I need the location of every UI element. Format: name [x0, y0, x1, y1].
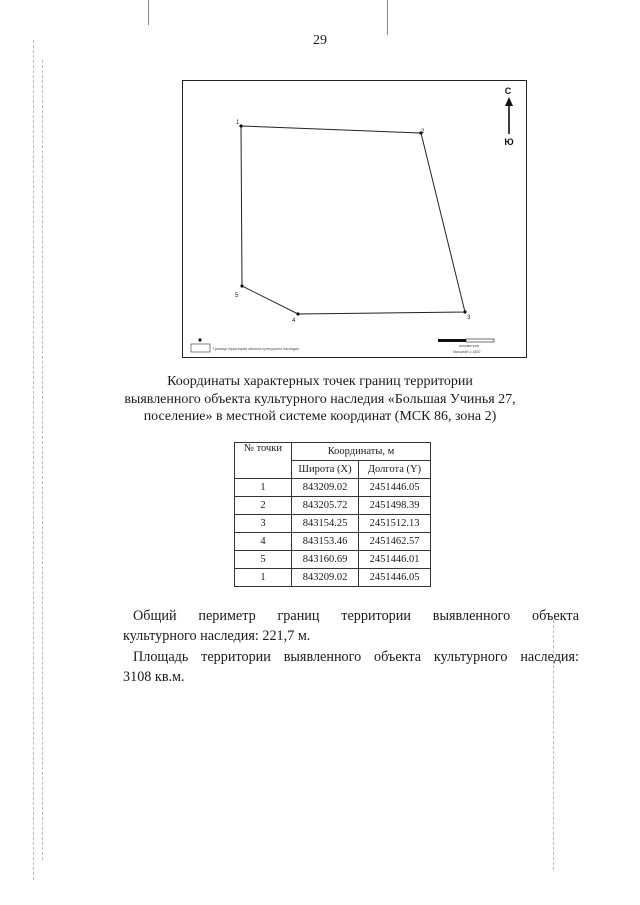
boundary-map [182, 80, 527, 358]
cell-latitude: 843153.46 [292, 533, 359, 551]
cell-point: 1 [235, 569, 292, 587]
cell-longitude: 2451446.05 [359, 569, 431, 587]
cell-latitude: 843209.02 [292, 569, 359, 587]
area-line: 3108 кв.м. [123, 669, 185, 685]
compass-south-label: Ю [504, 137, 514, 147]
cell-point: 4 [235, 533, 292, 551]
caption-line: Координаты характерных точек границ территории [167, 374, 473, 389]
boundary-point-label: 1 [236, 120, 240, 126]
area-paragraph [123, 647, 579, 687]
table-header-row [235, 443, 431, 461]
boundary-map-canvas [183, 81, 526, 357]
table-row [235, 515, 431, 533]
cell-point: 3 [235, 515, 292, 533]
scan-margin-line [387, 0, 388, 35]
cell-longitude: 2451512.13 [359, 515, 431, 533]
cell-point: 1 [235, 479, 292, 497]
cell-latitude: 843209.02 [292, 479, 359, 497]
table-row [235, 479, 431, 497]
cell-latitude: 843154.25 [292, 515, 359, 533]
boundary-point-marker [239, 124, 242, 127]
cell-longitude: 2451446.01 [359, 551, 431, 569]
header-longitude: Долгота (Y) [359, 461, 431, 479]
table-row [235, 497, 431, 515]
cell-point: 2 [235, 497, 292, 515]
scan-margin-line [148, 0, 149, 25]
legend-marker-icon [198, 338, 201, 341]
header-point-number: № точки [235, 443, 292, 479]
scale-unit-label: километров [459, 344, 479, 348]
area-line: Площадь территории выявленного объекта культурного наследия: [133, 649, 579, 665]
perimeter-paragraph [123, 606, 579, 646]
boundary-point-label: 4 [292, 318, 296, 324]
coordinates-table [234, 442, 431, 587]
boundary-point-marker [463, 310, 466, 313]
boundary-point-label: 2 [421, 129, 425, 135]
legend-swatch [191, 344, 210, 352]
page-number: 29 [313, 33, 327, 48]
table-row [235, 569, 431, 587]
cell-longitude: 2451498.39 [359, 497, 431, 515]
boundary-point-marker [240, 284, 243, 287]
compass-north-label: С [504, 86, 512, 96]
boundary-point-label: 5 [235, 293, 239, 299]
perimeter-line: Общий периметр границ территории выявленного объекта [133, 608, 579, 624]
table-row [235, 551, 431, 569]
cell-latitude: 843205.72 [292, 497, 359, 515]
header-latitude: Широта (X) [292, 461, 359, 479]
boundary-point-marker [296, 312, 299, 315]
caption-line: поселение» в местной системе координат (МСК 86, зона 2) [143, 409, 497, 424]
cell-point: 5 [235, 551, 292, 569]
north-arrow-icon [505, 97, 513, 134]
scale-ratio-label: Масштаб 1:1500 [453, 350, 481, 354]
caption-line: выявленного объекта культурного наследия «Большая Учинья 27, [124, 391, 516, 407]
cell-latitude: 843160.69 [292, 551, 359, 569]
map-legend [191, 338, 299, 352]
scan-margin-line [33, 40, 34, 880]
legend-label: Граница территории объекта культурного наследия [213, 347, 299, 351]
scale-bar [438, 339, 494, 354]
table-row [235, 533, 431, 551]
cell-longitude: 2451462.57 [359, 533, 431, 551]
boundary-point-label: 3 [467, 315, 471, 321]
scan-margin-line [42, 60, 43, 860]
cell-longitude: 2451446.05 [359, 479, 431, 497]
header-coordinates: Координаты, м [292, 443, 431, 461]
table-caption [100, 373, 540, 426]
perimeter-line: культурного наследия: 221,7 м. [123, 628, 311, 644]
territory-boundary-polygon [241, 126, 465, 314]
